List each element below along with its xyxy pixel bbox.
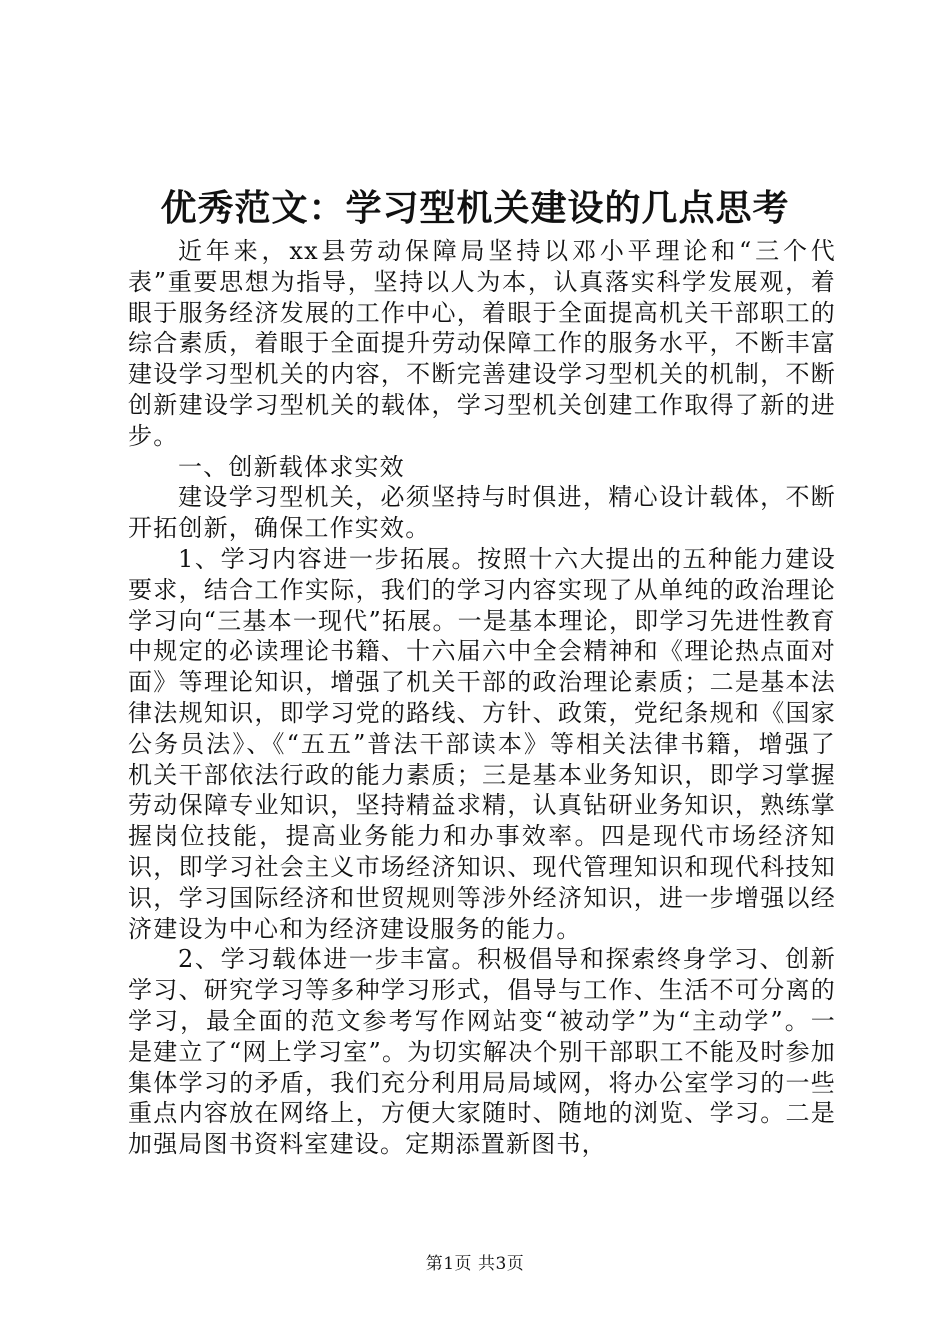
section-heading: 一、创新载体求实效 — [178, 452, 405, 481]
intro-paragraph: 近年来，xx县劳动保障局坚持以邓小平理论和“三个代表”重要思想为指导，坚持以人为本，认真落实科学发展观，着眼于服务经济发展的工作中心，着眼于全面提高机关干部职工的综合素质，着眼于全面提升劳动保障工作的服务水平，不断丰富建设学习型机关的内容，不断完善建设学习型机关的机制，不断创新建设学习型机关的载体，学习型机关创建工作取得了新的进步。 — [128, 237, 836, 450]
page-footer: 第1页 共3页 — [425, 1254, 525, 1274]
point-2-paragraph: 2、学习载体进一步丰富。积极倡导和探索终身学习、创新学习、研究学习等多种学习形式，倡导与工作、生活不可分离的学习，最全面的范文参考写作网站变“被动学”为“主动学”。一是建立了“网上学习室”。为切实解决个别干部职工不能及时参加集体学习的矛盾，我们充分利用局局域网，将办公室学习的一些重点内容放在网络上，方便大家随时、随地的浏览、学习。二是加强局图书资料室建设。定期添置新图书， — [128, 945, 836, 1159]
point-1-paragraph: 1、学习内容进一步拓展。按照十六大提出的五种能力建设要求，结合工作实际，我们的学习内容实现了从单纯的政治理论学习向“三基本一现代”拓展。一是基本理论，即学习先进性教育中规定的必读理论书籍、十六届六中全会精神和《理论热点面对面》等理论知识，增强了机关干部的政治理论素质；二是基本法律法规知识，即学习党的路线、方针、政策，党纪条规和《国家公务员法》、《“五五”普法干部读本》等相关法律书籍，增强了机关干部依法行政的能力素质；三是基本业务知识，即学习掌握劳动保障专业知识，坚持精益求精，认真钻研业务知识，熟练掌握岗位技能，提高业务能力和办事效率。四是现代市场经济知识，即学习社会主义市场经济知识、现代管理知识和现代科技知识，学习国际经济和世贸规则等涉外经济知识，进一步增强以经济建设为中心和为经济建设服务的能力。 — [128, 544, 836, 943]
document-body — [128, 236, 836, 1160]
document-title: 优秀范文：学习型机关建设的几点思考 — [160, 187, 790, 229]
section-intro-paragraph: 建设学习型机关，必须坚持与时俱进，精心设计载体，不断开拓创新，确保工作实效。 — [128, 483, 836, 543]
